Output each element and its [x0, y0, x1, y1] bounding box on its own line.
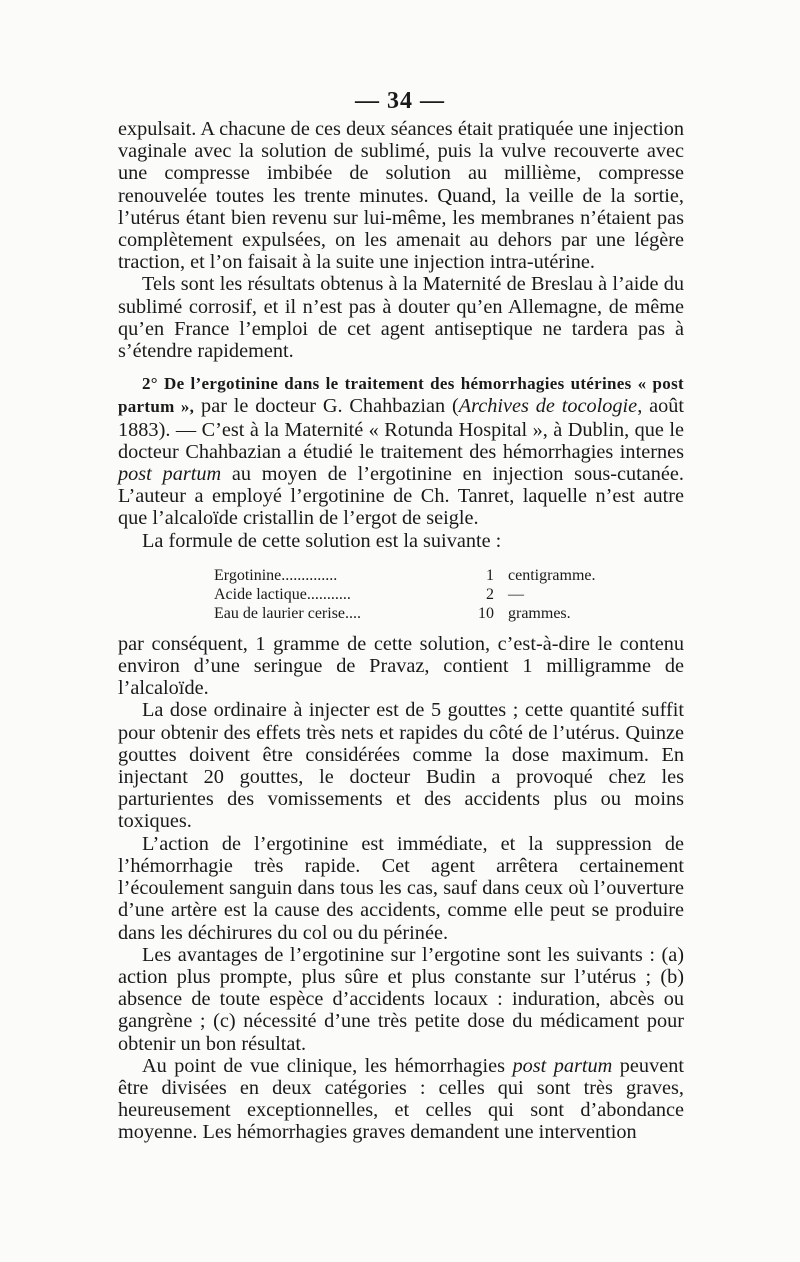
formula-unit: grammes. [508, 604, 571, 622]
post-partum-italic: post partum [118, 463, 222, 486]
page-number: — 34 — [355, 88, 445, 114]
formula-ingredient: Ergotinine.............. [214, 566, 338, 584]
paragraph-5: par conséquent, 1 gramme de cette solution, c’est-à-dire le contenu environ d’une seringue de Pravaz, contient 1 milligramme de l’alcaloïde. [118, 632, 684, 700]
paragraph-2: Tels sont les résultats obtenus à la Maternité de Breslau à l’aide du sublimé corrosif, et il n’est pas à douter qu’en Allemagne, de même qu’en France l’emploi de cet agent antiseptique ne tardera pas à s’étendre rapidement. [118, 273, 684, 363]
formula-ingredient: Eau de laurier cerise.... [214, 604, 362, 622]
formula-row [214, 566, 684, 585]
body-text [118, 118, 684, 1144]
formula-ingredient: Acide lactique........... [214, 585, 351, 603]
paragraph-8: Les avantages de l’ergotinine sur l’ergotine sont les suivants : (a) action plus prompte, plus sûre et plus constante sur l’utérus ; (b) absence de toute espèce d’accidents locaux : induration, abcès ou gangrène ; (c) nécessité d’une très petite dose du médicament pour obtenir un bon résultat. [118, 943, 684, 1055]
paragraph-3-part-b: , août 1883). — C’est à la Maternité « Rotunda Hospital », à Dublin, que le docteur Chahbazian a étudié le traitement des hémorrhagies internes [118, 395, 684, 463]
section-heading: 2° De l’ergotinine dans le traitement des hémorrhagies utérines « post partum », [118, 374, 684, 417]
paragraph-9-part-b: peuvent être divisées en deux catégories : celles qui sont très graves, heureusement exceptionnelles, et celles qui sont d’abondance moyenne. Les hémorrhagies graves demandent une intervention [118, 1054, 684, 1144]
paragraph-3-part-a: par le docteur G. Chahbazian ( [194, 395, 459, 418]
paragraph-3-part-c: au moyen de l’ergotinine en injection sous-cutanée. L’auteur a employé l’ergotinine de Ch. Tanret, laquelle n’est autre que l’alcaloïde cristallin de l’ergot de seigle. [118, 463, 684, 530]
paragraph-1: expulsait. A chacune de ces deux séances était pratiquée une injection vaginale avec la solution de sublimé, puis la vulve recouverte avec une compresse imbibée de solution au millième, compresse renouvelée toutes les trente minutes. Quand, la veille de la sortie, l’utérus étant bien revenu sur lui-même, les membranes n’étaient pas complètement expulsées, on les amenait au dehors par une légère traction, et l’on faisait à la suite une injection intra-utérine. [118, 118, 684, 274]
formula-row [214, 585, 684, 604]
formula-row [214, 604, 684, 623]
paragraph-3 [118, 372, 684, 529]
post-partum-italic: post partum [512, 1054, 613, 1077]
formula-quantity: 1 [486, 566, 494, 584]
journal-title: Archives de tocologie [458, 395, 638, 418]
paragraph-9 [118, 1055, 684, 1144]
paragraph-6: La dose ordinaire à injecter est de 5 gouttes ; cette quantité suffit pour obtenir des effets très nets et rapides du côté de l’utérus. Quinze gouttes doivent être considérées comme la dose maximum. En injectant 20 gouttes, le docteur Budin a provoqué chez les parturientes des vomissements et des accidents plus ou moins toxiques. [118, 699, 684, 833]
formula-unit: centigramme. [508, 566, 596, 584]
paragraph-4: La formule de cette solution est la suivante : [142, 529, 502, 552]
formula-table [214, 566, 684, 623]
paragraph-9-part-a: Au point de vue clinique, les hémorrhagies [142, 1054, 513, 1077]
paragraph-7: L’action de l’ergotinine est immédiate, et la suppression de l’hémorrhagie très rapide. Cet agent arrêtera certainement l’écoulement sanguin dans tous les cas, sauf dans ceux où l’ouverture d’une artère est la cause des accidents, comme elle peut se produire dans les déchirures du col ou du périnée. [118, 832, 684, 944]
formula-unit: — [508, 585, 524, 603]
formula-quantity: 10 [478, 604, 494, 622]
formula-quantity: 2 [486, 585, 494, 603]
